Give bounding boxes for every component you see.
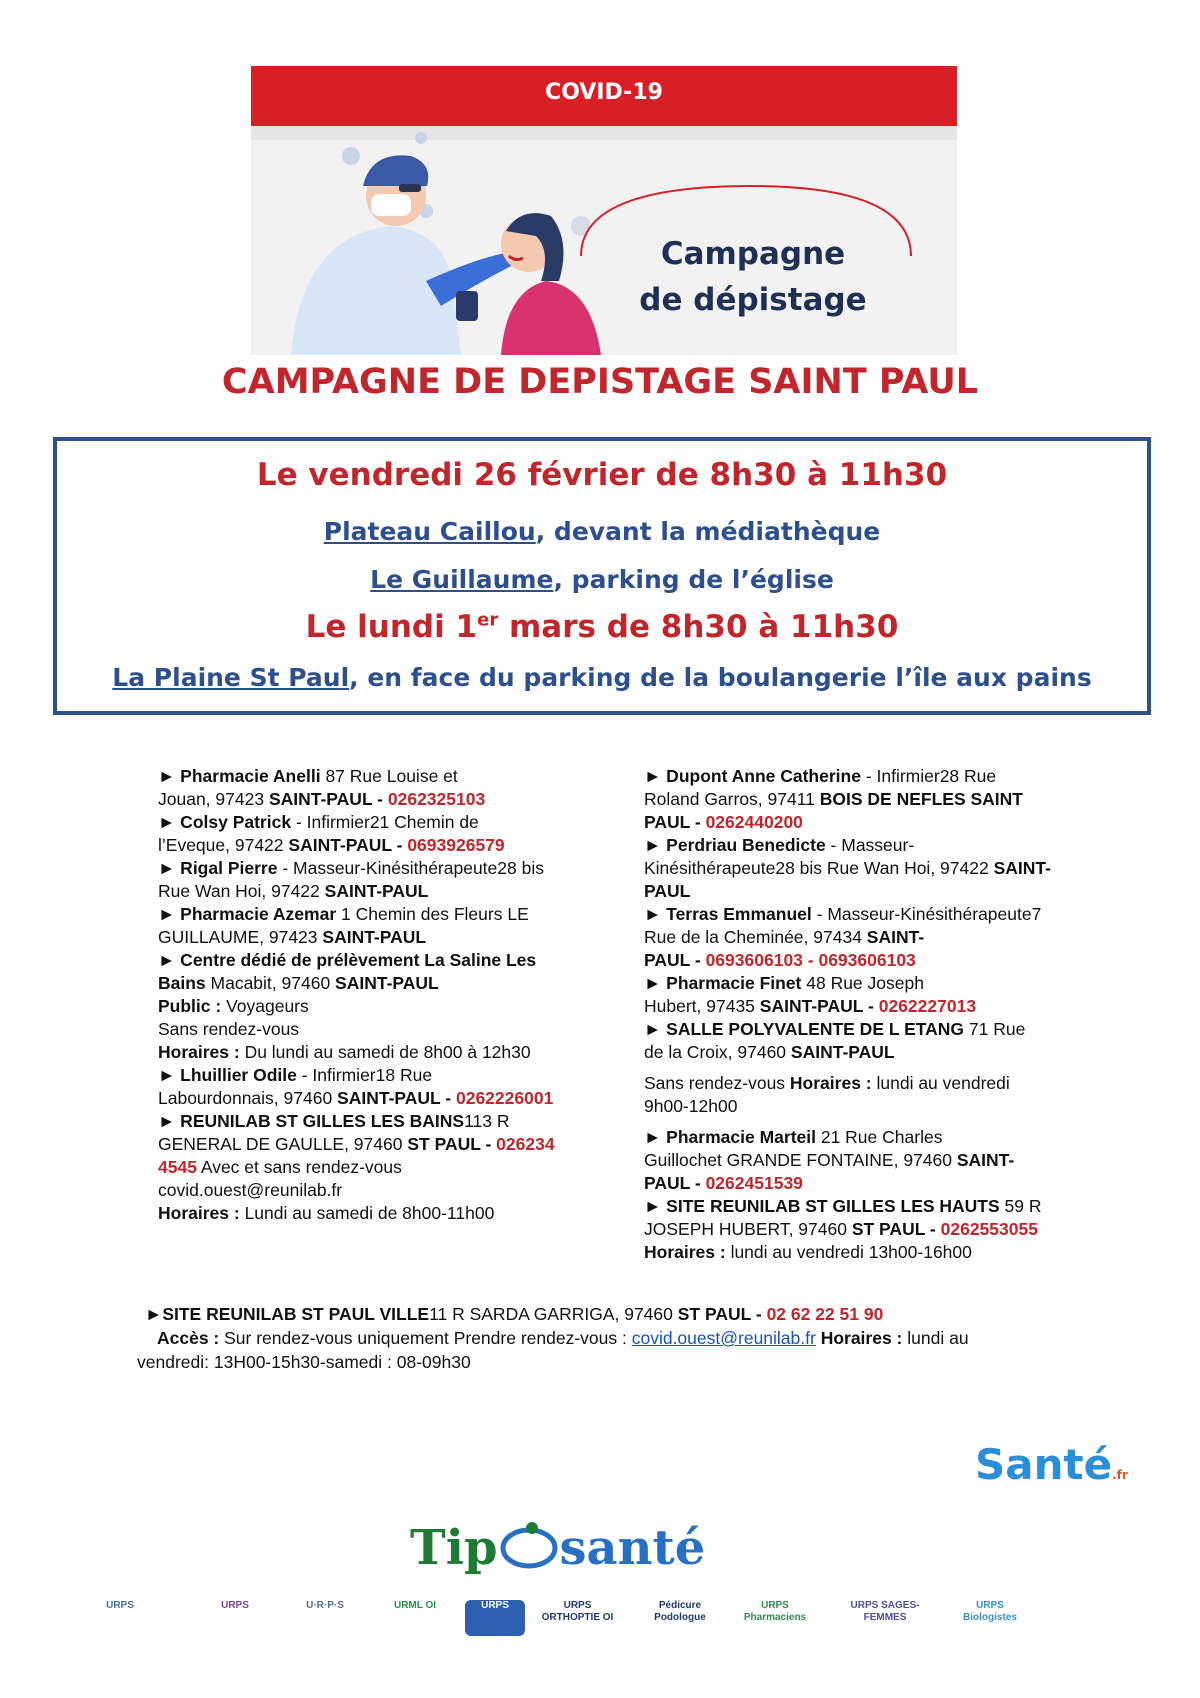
list-item: Labourdonnais, 97460 SAINT-PAUL - 0262226001 [158,1088,554,1108]
location-name: Plateau Caillou [323,517,536,546]
list-item: JOSEPH HUBERT, 97460 ST PAUL - 0262553055 [644,1219,1038,1239]
banner-title-line1: Campagne [660,236,846,272]
list-item: Rue de la Cheminée, 97434 SAINT- [644,927,925,947]
list-item: Public : Voyageurs [158,996,309,1016]
list-item: GUILLAUME, 97423 SAINT-PAUL [158,927,427,947]
location-name: Le Guillaume [370,565,554,594]
list-item: ► Pharmacie Azemar 1 Chemin des Fleurs LE [158,904,529,924]
email-link[interactable]: covid.ouest@reunilab.fr [631,1328,816,1348]
partner-logo: URPS Biologistes [963,1600,1017,1623]
list-item: Accès : Sur rendez-vous uniquement Prendre rendez-vous : covid.ouest@reunilab.fr Horaires : lundi au [157,1328,969,1348]
person-swirl-icon [498,1520,560,1570]
list-item: l’Eveque, 97422 SAINT-PAUL - 0693926579 [158,835,505,855]
location-detail: , parking de l’église [553,565,834,594]
list-item: Kinésithérapeute28 bis Rue Wan Hoi, 97422 SAINT- [644,858,1051,878]
list-item: Guillochet GRANDE FONTAINE, 97460 SAINT- [644,1150,1015,1170]
list-item: ► SALLE POLYVALENTE DE L ETANG 71 Rue [644,1019,1026,1039]
list-item: ►SITE REUNILAB ST PAUL VILLE11 R SARDA GARRIGA, 97460 ST PAUL - 02 62 22 51 90 [145,1304,884,1324]
partner-logo: URPS [106,1600,134,1611]
location-plateau-caillou [57,517,1147,546]
schedule-box [53,437,1151,715]
list-item: de la Croix, 97460 SAINT-PAUL [644,1042,895,1062]
list-item: PAUL - 0262451539 [644,1173,803,1193]
list-item: Horaires : Lundi au samedi de 8h00-11h00 [158,1203,495,1223]
banner-title-line2: de dépistage [639,282,867,318]
bottom-entry [137,1302,1105,1374]
date-monday-sup: er [477,609,499,631]
list-item: PAUL [644,881,691,901]
right-column [644,765,1129,1264]
list-item: vendredi: 13H00-15h30-samedi : 08-09h30 [137,1352,471,1372]
list-item: ► Terras Emmanuel - Masseur-Kinésithérapeute7 [644,904,1042,924]
list-item: 9h00-12h00 [644,1096,738,1116]
list-item: ► Pharmacie Anelli 87 Rue Louise et [158,766,458,786]
date-monday-b: mars de 8h30 à 11h30 [498,609,899,645]
partner-logo: Pédicure Podologue [654,1600,706,1623]
list-item: Sans rendez-vous [158,1019,300,1039]
sante-fr-suffix: .fr [1112,1468,1128,1482]
list-item: ► Perdriau Benedicte - Masseur- [644,835,915,855]
sante-text: Santé [975,1440,1113,1489]
banner-title [623,231,883,323]
list-item: Horaires : Du lundi au samedi de 8h00 à 12h30 [158,1042,531,1062]
covid-banner [251,66,957,355]
banner-label: COVID-19 [545,80,663,105]
list-item: ► REUNILAB ST GILLES LES BAINS113 R [158,1111,510,1131]
location-le-guillaume [57,565,1147,594]
page-title: CAMPAGNE DE DEPISTAGE SAINT PAUL [221,362,979,402]
partner-logos [80,1600,1120,1640]
partner-logo: U·R·P·S [306,1600,344,1611]
location-la-plaine [57,663,1147,692]
list-item: Hubert, 97435 SAINT-PAUL - 0262227013 [644,996,977,1016]
list-item: Horaires : lundi au vendredi 13h00-16h00 [644,1242,972,1262]
location-detail: , devant la médiathèque [535,517,881,546]
list-item: Jouan, 97423 SAINT-PAUL - 0262325103 [158,789,486,809]
list-item: ► Rigal Pierre - Masseur-Kinésithérapeute28 bis [158,858,544,878]
list-item: ► Pharmacie Finet 48 Rue Joseph [644,973,924,993]
location-name: La Plaine St Paul [112,663,350,692]
partner-logo: URPS [465,1600,525,1636]
date-monday-a: Le lundi 1 [305,609,478,645]
location-detail: , en face du parking de la boulangerie l’île aux pains [349,663,1092,692]
list-item: ► Lhuillier Odile - Infirmier18 Rue [158,1065,433,1085]
list-item: GENERAL DE GAULLE, 97460 ST PAUL - 026234 [158,1134,555,1154]
partner-logo: URPS ORTHOPTIE OI [541,1600,614,1623]
tip-sante-logo [410,1520,705,1576]
list-item: ► Pharmacie Marteil 21 Rue Charles [644,1127,943,1147]
list-item: Roland Garros, 97411 BOIS DE NEFLES SAINT [644,789,1023,809]
list-item: Rue Wan Hoi, 97422 SAINT-PAUL [158,881,429,901]
partner-logo: URML OI [393,1600,437,1611]
left-column [158,765,620,1225]
list-item: ► Colsy Patrick - Infirmier21 Chemin de [158,812,479,832]
list-item: ► Centre dédié de prélèvement La Saline Les [158,950,537,970]
partner-logo: URPS Pharmaciens [743,1600,807,1623]
partner-logo: URPS [221,1600,249,1611]
list-item: covid.ouest@reunilab.fr [158,1180,343,1200]
list-item: PAUL - 0693606103 - 0693606103 [644,950,916,970]
list-item: ► SITE REUNILAB ST GILLES LES HAUTS 59 R [644,1196,1042,1216]
tip-text: Tip [410,1520,498,1576]
sante-fr-logo [975,1440,1128,1489]
list-item: Sans rendez-vous Horaires : lundi au vendredi [644,1073,1010,1093]
date-friday: Le vendredi 26 février de 8h30 à 11h30 [256,457,948,493]
list-item: ► Dupont Anne Catherine - Infirmier28 Rue [644,766,997,786]
sante-text: santé [559,1520,706,1576]
date-monday [57,609,1147,645]
list-item: Bains Macabit, 97460 SAINT-PAUL [158,973,439,993]
partner-logo: URPS SAGES-FEMMES [850,1600,920,1623]
list-item: PAUL - 0262440200 [644,812,803,832]
list-item: 4545 Avec et sans rendez-vous [158,1157,402,1177]
